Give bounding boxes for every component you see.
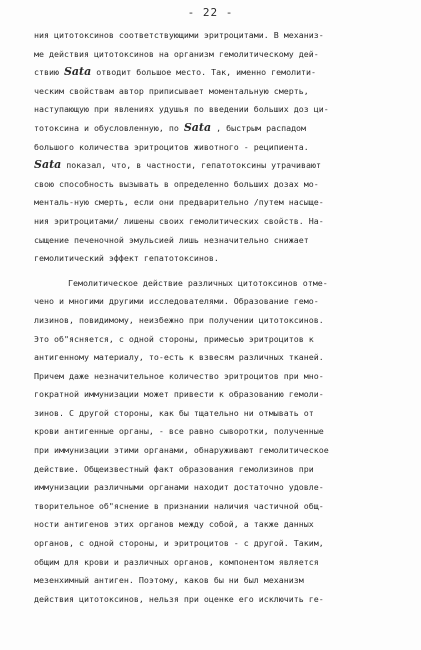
line-text: антигенному материалу, то-есть к взвесям различных тканей. bbox=[34, 352, 324, 363]
line-text: ме действия цитотоксинов на организм гемолитическому дей- bbox=[34, 48, 319, 59]
text-line bbox=[34, 590, 414, 609]
text-line bbox=[34, 212, 414, 231]
line-text: показал, что, в частности, гепатотоксины утрачивают bbox=[61, 160, 322, 171]
line-text: мезенхимный антиген. Поэтому, каков бы ни был механизм bbox=[34, 575, 304, 586]
text-line bbox=[34, 515, 414, 534]
text-line bbox=[34, 292, 414, 311]
handwritten-name: Sata bbox=[63, 65, 92, 79]
line-text: лизинов, повидимому, неизбежно при получении цитотоксинов. bbox=[34, 314, 324, 325]
line-text: наступающую при явлениях удушья по введении больших доз ци- bbox=[34, 104, 329, 115]
text-line bbox=[34, 249, 414, 268]
text-line bbox=[34, 82, 414, 101]
line-text: действия цитотоксинов, нельзя при оценке его исключить ге- bbox=[34, 593, 324, 604]
paragraph bbox=[34, 26, 414, 268]
line-text: Это об"ясняется, с одной стороны, примесью эритроцитов к bbox=[34, 333, 314, 344]
line-text: тотоксина и обусловленную, по bbox=[34, 122, 184, 133]
text-line bbox=[34, 367, 414, 386]
line-text: зинов. С другой стороны, как бы тщательно ни отмывать от bbox=[34, 407, 314, 418]
line-text: Гемолитическое действие различных цитотоксинов отме- bbox=[68, 277, 328, 288]
text-line bbox=[34, 348, 414, 367]
line-text: ния эритроцитами/ лишены своих гемолитических свойств. На- bbox=[34, 215, 324, 226]
text-line bbox=[34, 478, 414, 497]
text-line bbox=[34, 193, 414, 212]
text-line bbox=[34, 534, 414, 553]
line-text: Причем даже незначительное количество эритроцитов при мно- bbox=[34, 370, 324, 381]
line-text: общим для крови и различных органов, компонентом является bbox=[34, 556, 319, 567]
text-line bbox=[34, 441, 414, 460]
text-line bbox=[34, 311, 414, 330]
text-line bbox=[34, 119, 414, 138]
text-line bbox=[34, 63, 414, 82]
line-text: иммунизации различными органами находит достаточно удовле- bbox=[34, 482, 324, 493]
text-line bbox=[34, 45, 414, 64]
line-text: действие. Общеизвестный факт образования гемолизинов при bbox=[34, 463, 314, 474]
text-line bbox=[34, 156, 414, 175]
line-text: менталь-ную смерть, если они предварительно /путем насыще- bbox=[34, 197, 324, 208]
text-line bbox=[34, 274, 414, 293]
page-number: - 22 - bbox=[187, 6, 234, 19]
text-line bbox=[34, 26, 414, 45]
handwritten-name: Sata bbox=[34, 158, 62, 172]
line-text: ствию bbox=[34, 67, 64, 78]
line-text: , быстрым распадом bbox=[211, 122, 307, 133]
text-line bbox=[34, 138, 414, 157]
text-line bbox=[34, 404, 414, 423]
line-text: сыщение печеночной эмульсией лишь незначительно снижает bbox=[34, 234, 309, 245]
text-line bbox=[34, 231, 414, 250]
line-text: творительное об"яснение в признании наличия частичной общ- bbox=[34, 500, 324, 511]
line-text: свою способность вызывать в определенно больших дозах мо- bbox=[34, 178, 319, 189]
text-line bbox=[34, 497, 414, 516]
line-text: гемолитический эффект гепатотоксинов. bbox=[34, 253, 219, 264]
line-text: при иммунизации этими органами, обнаруживают гемолитическое bbox=[34, 445, 329, 456]
text-line bbox=[34, 100, 414, 119]
text-line bbox=[34, 460, 414, 479]
text-line bbox=[34, 422, 414, 441]
line-text: отводит большое место. Так, именно гемолити- bbox=[91, 67, 317, 78]
line-text: ния цитотоксинов соответствующими эритроцитами. В механиз- bbox=[34, 30, 324, 40]
text-line bbox=[34, 385, 414, 404]
text-line bbox=[34, 571, 414, 590]
text-line bbox=[34, 330, 414, 349]
handwritten-name: Sata bbox=[183, 120, 212, 134]
line-text: органов, с одной стороны, и эритроцитов - с другой. Таким, bbox=[34, 538, 324, 549]
line-text: гократной иммунизации может привести к образованию гемоли- bbox=[34, 389, 324, 400]
body-text bbox=[34, 26, 414, 608]
text-line bbox=[34, 553, 414, 572]
line-text: чено и многими другими исследователями. Образование гемо- bbox=[34, 296, 319, 307]
line-text: крови антигенные органы, - все равно сыворотки, полученные bbox=[34, 426, 324, 437]
paragraph bbox=[34, 274, 414, 609]
line-text: ности антигенов этих органов между собой, а также данных bbox=[34, 519, 314, 530]
line-text: большого количества эритроцитов животного - реципиента. bbox=[34, 141, 309, 152]
text-line bbox=[34, 175, 414, 194]
line-text: ческим свойствам автор приписывает моментальную смерть, bbox=[34, 85, 309, 96]
